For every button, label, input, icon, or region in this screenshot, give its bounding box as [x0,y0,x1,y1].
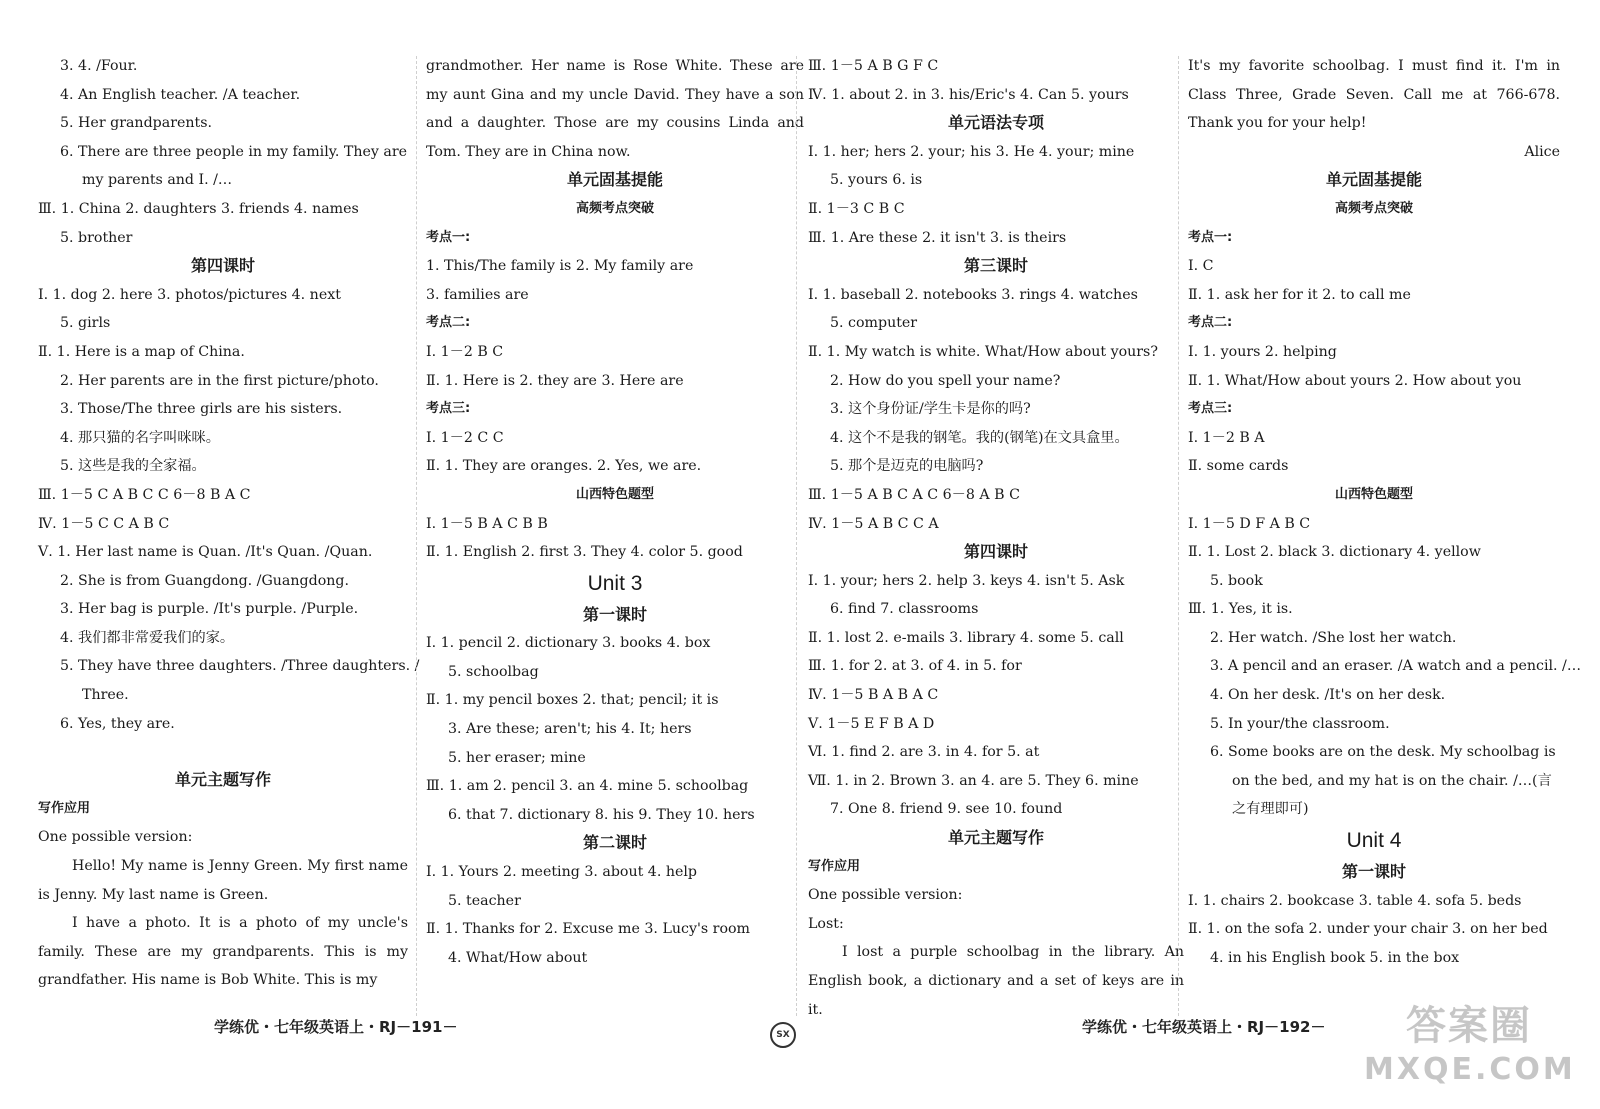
watermark-bottom: MXQE.COM [1364,1052,1576,1087]
answer-line: Ⅳ. 1－5 A B C C A [808,515,939,532]
writing-paragraph: grandmother. Her name is Rose White. These are my aunt Gina and my uncle David. They have a son and a daughter. Those are my cousins Linda and Tom. They are in China now. [426,58,804,160]
answer-line: Ⅱ. 1. English 2. first 3. They 4. color 5. good [426,544,743,561]
section-heading: 第一课时 [1341,862,1406,882]
column-1 [38,52,420,995]
answer-line: Ⅱ. 1. Here is 2. they are 3. Here are [426,372,684,389]
writing-paragraph: I lost a purple schoolbag in the library. An English book, a dictionary and a set of keys are in it. [808,944,1184,1018]
answer-line: Ⅰ. 1－5 B A C B B [426,515,548,532]
answer-line: 6. There are three people in my family. They are [60,143,408,160]
answer-line: Ⅱ. 1. my pencil boxes 2. that; pencil; it is [426,692,719,709]
answer-line: Ⅰ. 1－2 B C [426,343,504,360]
answer-line: my parents and I. /… [82,172,233,189]
column-3 [808,52,1184,1024]
column-2 [426,52,804,972]
answer-line: 4. 我们都非常爱我们的家。 [60,629,235,646]
answer-line: Ⅵ. 1. find 2. are 3. in 4. for 5. at [808,744,1040,761]
answer-line: Ⅱ. 1. Lost 2. black 3. dictionary 4. yellow [1188,544,1481,561]
answer-line: Ⅱ. 1. ask her for it 2. to call me [1188,286,1411,303]
sub-heading: 写作应用 [808,858,861,874]
answer-line: Ⅱ. 1. on the sofa 2. under your chair 3. on her bed [1188,921,1548,938]
answer-line: Ⅱ. 1. lost 2. e-mails 3. library 4. some 5. call [808,629,1124,646]
answer-line: Ⅰ. 1. your; hers 2. help 3. keys 4. isn't 5. Ask [808,572,1125,589]
answer-line: Ⅰ. 1. yours 2. helping [1188,343,1337,360]
writing-paragraph: I have a photo. It is a photo of my uncle's family. These are my grandparents. This is my grandfather. His name is Bob White. This is my [38,915,408,989]
answer-line: Ⅲ. 1. China 2. daughters 3. friends 4. names [38,200,359,217]
answer-line: 4. An English teacher. /A teacher. [60,86,301,103]
unit-title: Unit 3 [587,571,643,595]
answer-line: 6. find 7. classrooms [830,601,979,618]
answer-line: Ⅲ. 1－5 A B C A C 6－8 A B C [808,486,1020,503]
answer-line: 5. teacher [448,892,521,909]
section-heading: 第四课时 [190,256,255,276]
answer-line: Ⅱ. 1. Here is a map of China. [38,343,245,360]
answer-line: Ⅲ. 1－5 C A B C C 6－8 B A C [38,486,251,503]
point-label: 考点三: [426,401,471,417]
publisher-seal-icon: SX [770,1022,796,1048]
answer-line: 7. One 8. friend 9. see 10. found [830,801,1063,818]
section-heading: 第四课时 [963,542,1028,562]
answer-line: Ⅶ. 1. in 2. Brown 3. an 4. are 5. They 6. mine [808,772,1139,789]
answer-line: Ⅰ. 1. her; hers 2. your; his 3. He 4. your; mine [808,143,1135,160]
unit-title: Unit 4 [1346,829,1402,853]
answer-line: 5. Her grandparents. [60,115,212,132]
answer-line: Ⅳ. 1－5 C C A B C [38,515,170,532]
section-heading: 第一课时 [582,604,647,624]
answer-line: Ⅰ. 1－5 D F A B C [1188,515,1311,532]
section-heading: 单元主题写作 [947,828,1044,848]
answer-line: Ⅲ. 1. for 2. at 3. of 4. in 5. for [808,658,1022,675]
answer-line: 3. 这个身份证/学生卡是你的吗? [830,401,1031,418]
sub-heading: 高频考点突破 [575,200,654,216]
answer-line: Ⅱ. 1. Thanks for 2. Excuse me 3. Lucy's room [426,921,750,938]
answer-line: 4. On her desk. /It's on her desk. [1210,687,1446,704]
section-heading: 单元固基提能 [566,170,663,190]
page-footer-right: 学练优・七年级英语上・RJ－192－ [1082,1018,1326,1036]
answer-line: 3. 4. /Four. [60,58,138,74]
answer-line: 2. Her parents are in the first picture/photo. [60,372,379,389]
answer-line: Ⅲ. 1. Yes, it is. [1188,601,1293,618]
answer-line: Ⅱ. 1. They are oranges. 2. Yes, we are. [426,458,702,475]
answer-line: 3. A pencil and an eraser. /A watch and a pencil. /… [1210,658,1582,675]
point-label: 考点一: [426,229,471,245]
answer-line: Ⅰ. 1－2 B A [1188,429,1265,446]
answer-line: 5. schoolbag [448,663,539,680]
column-4 [1188,52,1582,972]
answer-line: Ⅴ. 1－5 E F B A D [808,715,935,732]
writing-paragraph: Hello! My name is Jenny Green. My first name is Jenny. My last name is Green. [38,858,408,903]
point-label: 考点三: [1188,401,1233,417]
answer-line: Ⅲ. 1. am 2. pencil 3. an 4. mine 5. schoolbag [426,778,749,795]
column-divider [796,56,797,1016]
answer-line: 6. that 7. dictionary 8. his 9. They 10. hers [448,806,755,823]
answer-line: Ⅱ. 1. What/How about yours 2. How about you [1188,372,1522,389]
answer-line: 5. 那个是迈克的电脑吗? [830,458,984,475]
point-label: 考点二: [426,315,471,331]
answer-line: 5. yours 6. is [830,172,923,189]
column-divider [416,56,417,1016]
answer-line: on the bed, and my hat is on the chair. /…(言 [1232,772,1552,789]
answer-line: 5. In your/the classroom. [1210,715,1390,732]
answer-line: Ⅱ. some cards [1188,458,1289,475]
answer-line: Ⅱ. 1－3 C B C [808,200,905,217]
answer-line: Lost: [808,915,844,932]
answer-line: Ⅰ. 1. pencil 2. dictionary 3. books 4. box [426,635,711,652]
answer-line: 4. 那只猫的名字叫咪咪。 [60,429,220,446]
section-heading: 单元语法专项 [947,113,1044,133]
signature: Alice [1524,143,1560,160]
answer-line: Ⅰ. 1. chairs 2. bookcase 3. table 4. sofa 5. beds [1188,892,1522,909]
answer-line: One possible version: [808,887,963,904]
answer-line: 5. They have three daughters. /Three daughters. / [60,658,420,675]
writing-paragraph: It's my favorite schoolbag. I must find it. I'm in Class Three, Grade Seven. Call me at 766-678. Thank you for your help! [1188,58,1560,132]
section-heading: 单元主题写作 [174,770,271,790]
answer-line: 5. book [1210,572,1263,589]
answer-line: 之有理即可) [1232,801,1309,818]
answer-line: Ⅳ. 1. about 2. in 3. his/Eric's 4. Can 5. yours [808,86,1129,103]
answer-line: Ⅰ. 1. Yours 2. meeting 3. about 4. help [426,864,697,881]
answer-line: 2. How do you spell your name? [830,372,1061,389]
answer-line: Three. [82,687,129,704]
answer-line: 3. Those/The three girls are his sisters. [60,401,343,418]
watermark-logo [1364,1000,1574,1095]
answer-line: 3. Are these; aren't; his 4. It; hers [448,721,692,738]
answer-line: Ⅲ. 1. Are these 2. it isn't 3. is theirs [808,229,1067,246]
answer-line: Ⅰ. 1. dog 2. here 3. photos/pictures 4. next [38,286,341,303]
answer-line: One possible version: [38,829,193,846]
answer-line: Ⅴ. 1. Her last name is Quan. /It's Quan. /Quan. [38,544,373,561]
answer-line: 5. computer [830,315,918,332]
answer-line: 3. families are [426,286,529,303]
section-heading: 第二课时 [582,833,647,853]
answer-line: 4. in his English book 5. in the box [1210,949,1460,966]
answer-line: 1. This/The family is 2. My family are [426,258,694,275]
answer-line: Ⅳ. 1－5 B A B A C [808,687,939,704]
answer-line: 6. Yes, they are. [60,715,175,732]
answer-line: 2. She is from Guangdong. /Guangdong. [60,572,349,589]
answer-line: Ⅱ. 1. My watch is white. What/How about yours? [808,343,1158,360]
point-label: 考点二: [1188,315,1233,331]
answer-line: 3. Her bag is purple. /It's purple. /Purple. [60,601,359,618]
sub-heading: 山西特色题型 [575,486,654,502]
watermark-top: 答案圈 [1406,1003,1532,1049]
answer-line: Ⅲ. 1－5 A B G F C [808,58,939,74]
page-footer-left: 学练优・七年级英语上・RJ－191－ [214,1018,458,1036]
answer-line: Ⅰ. 1. baseball 2. notebooks 3. rings 4. watches [808,286,1138,303]
sub-heading: 山西特色题型 [1334,486,1413,502]
point-label: 考点一: [1188,229,1233,245]
sub-heading: 高频考点突破 [1334,200,1413,216]
answer-line: 4. What/How about [448,949,588,966]
section-heading: 第三课时 [963,256,1028,276]
answer-line: 5. 这些是我的全家福。 [60,458,206,475]
answer-line: 4. 这个不是我的钢笔。我的(钢笔)在文具盒里。 [830,429,1129,446]
answer-line: 2. Her watch. /She lost her watch. [1210,629,1457,646]
answer-line: Ⅰ. C [1188,258,1214,275]
answer-line: 5. brother [60,229,133,246]
sub-heading: 写作应用 [38,800,91,816]
answer-line: Ⅰ. 1－2 C C [426,429,504,446]
answer-line: 6. Some books are on the desk. My schoolbag is [1210,744,1556,761]
answer-line: 5. girls [60,315,111,332]
answer-line: 5. her eraser; mine [448,749,586,766]
section-heading: 单元固基提能 [1325,170,1422,190]
column-divider [1178,56,1179,1016]
